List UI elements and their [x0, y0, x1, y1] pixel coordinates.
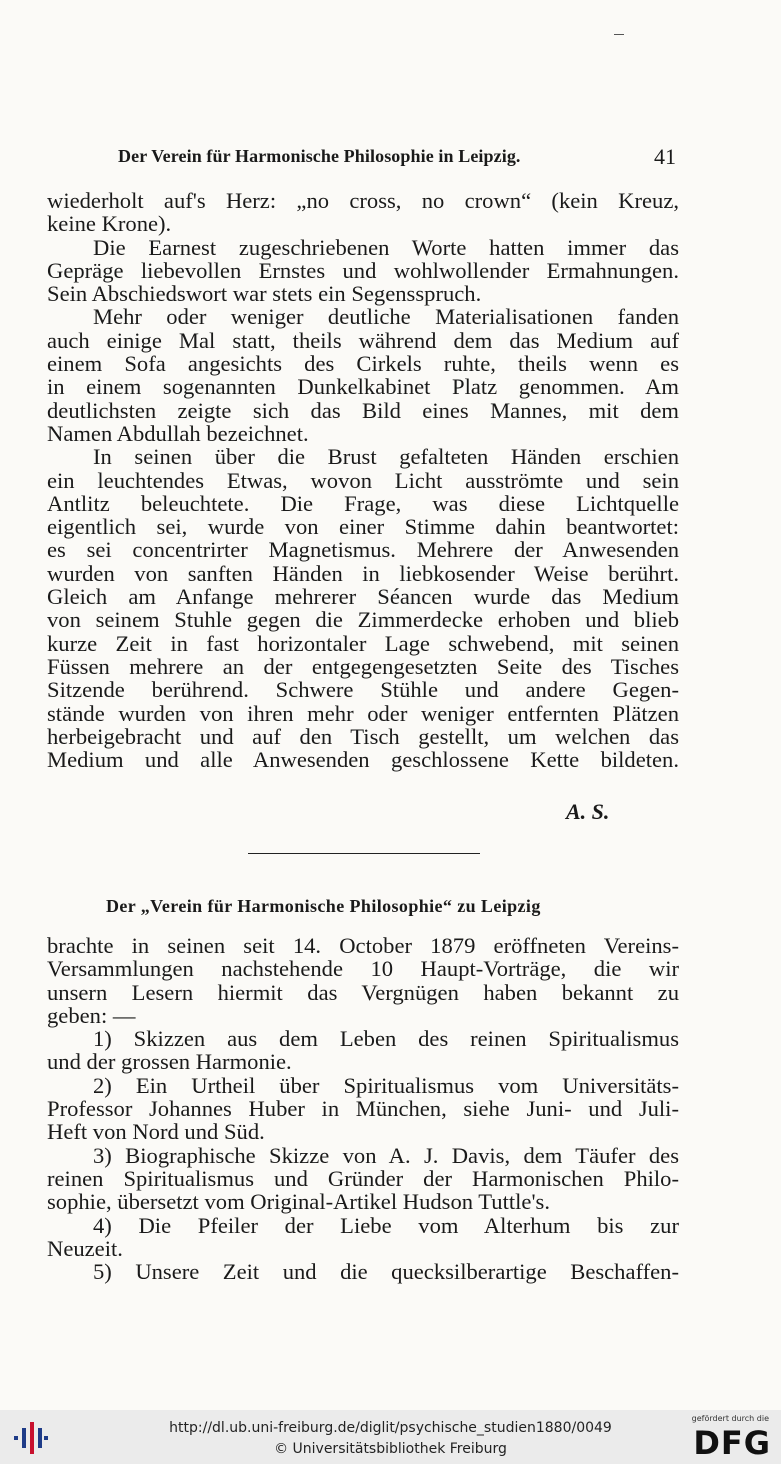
- page-number: 41: [654, 144, 676, 169]
- text-line: Gleich am Anfange mehrerer Séancen wurde das Medium: [47, 584, 679, 610]
- section-divider: [248, 853, 480, 854]
- copyright-notice: © Universitätsbibliothek Freiburg: [274, 1441, 507, 1457]
- text-line: wurden von sanften Händen in liebkosender Weise berührt.: [47, 560, 679, 586]
- text-line: geben: —: [47, 1002, 136, 1028]
- text-line: wiederholt auf's Herz: „no cross, no crown“ (kein Kreuz,: [47, 188, 679, 213]
- text-line: Versammlungen nachstehende 10 Haupt-Vorträge, die wir: [47, 956, 679, 982]
- article-body: [47, 934, 679, 1283]
- running-header: [118, 146, 678, 172]
- text-line: 4) Die Pfeiler der Liebe vom Alterhum bis zur: [93, 1212, 679, 1238]
- text-line: Mehr oder weniger deutliche Materialisationen fanden: [93, 304, 679, 330]
- text-line: herbeigebracht und auf den Tisch gestellt, um welchen das: [47, 723, 679, 749]
- text-line: von seinem Stuhle gegen die Zimmerdecke erhoben und blieb: [47, 607, 679, 633]
- text-line: Namen Abdullah bezeichnet.: [47, 420, 309, 446]
- text-line: 5) Unsere Zeit und die quecksilberartige Beschaffen-: [93, 1259, 679, 1285]
- page-mark: [614, 34, 624, 35]
- text-line: und der grossen Harmonie.: [47, 1049, 292, 1075]
- text-line: sophie, übersetzt vom Original-Artikel Hudson Tuttle's.: [47, 1189, 550, 1215]
- text-line: Medium und alle Anwesenden geschlossene Kette bildeten.: [47, 747, 679, 773]
- text-line: 2) Ein Urtheil über Spiritualismus vom Universitäts-: [93, 1072, 679, 1098]
- text-line: ein leuchtendes Etwas, wovon Licht ausströmte und sein: [47, 467, 679, 493]
- page-url-link[interactable]: http://dl.ub.uni-freiburg.de/diglit/psychische_studien1880/0049: [169, 1420, 612, 1436]
- text-line: deutlichsten zeigte sich das Bild eines Mannes, mit dem: [47, 397, 679, 423]
- text-line: 3) Biographische Skizze von A. J. Davis, dem Täufer des: [93, 1142, 679, 1168]
- text-line: eigentlich sei, wurde von einer Stimme dahin beantwortet:: [47, 514, 679, 540]
- text-line: Füssen mehrere an der entgegengesetzten Seite des Tisches: [47, 653, 679, 679]
- text-line: Sein Abschiedswort war stets ein Segensspruch.: [47, 281, 482, 307]
- text-line: brachte in seinen seit 14. October 1879 eröffneten Vereins-: [47, 933, 679, 958]
- article-continuation: [47, 189, 679, 771]
- text-line: keine Krone).: [47, 211, 172, 237]
- text-line: Antlitz beleuchtete. Die Frage, was diese Lichtquelle: [47, 490, 679, 516]
- text-line: In seinen über die Brust gefalteten Händen erschien: [93, 444, 679, 470]
- digital-library-footer: [0, 1410, 781, 1464]
- text-line: 1) Skizzen aus dem Leben des reinen Spiritualismus: [93, 1026, 679, 1052]
- text-line: Heft von Nord und Süd.: [47, 1119, 265, 1145]
- text-line: Neuzeit.: [47, 1235, 123, 1261]
- section-heading: Der „Verein für Harmonische Philosophie“ zu Leipzig: [106, 896, 541, 916]
- text-line: unsern Lesern hiermit das Vergnügen haben bekannt zu: [47, 979, 679, 1005]
- text-line: kurze Zeit in fast horizontaler Lage schwebend, mit seinen: [47, 630, 679, 656]
- funding-note: gefördert durch die: [691, 1414, 769, 1423]
- running-title: Der Verein für Harmonische Philosophie in Leipzig.: [118, 146, 521, 166]
- text-line: Die Earnest zugeschriebenen Worte hatten immer das: [93, 234, 679, 260]
- text-line: es sei concentrirter Magnetismus. Mehrere der Anwesenden: [47, 537, 679, 563]
- dfg-logo: DFG: [693, 1424, 771, 1462]
- text-line: auch einige Mal statt, theils während dem das Medium auf: [47, 327, 679, 353]
- text-line: einem Sofa angesichts des Cirkels ruhte, theils wenn es: [47, 351, 679, 377]
- text-line: Sitzende berührend. Schwere Stühle und andere Gegen-: [47, 677, 679, 703]
- author-signature: A. S.: [566, 799, 610, 824]
- text-line: reinen Spiritualismus und Gründer der Harmonischen Philo-: [47, 1165, 679, 1191]
- text-line: in einem sogenannten Dunkelkabinet Platz genommen. Am: [47, 374, 679, 400]
- text-line: Gepräge liebevollen Ernstes und wohlwollender Ermahnungen.: [47, 257, 679, 283]
- text-line: Professor Johannes Huber in München, siehe Juni- und Juli-: [47, 1096, 679, 1122]
- text-line: stände wurden von ihren mehr oder weniger entfernten Plätzen: [47, 700, 679, 726]
